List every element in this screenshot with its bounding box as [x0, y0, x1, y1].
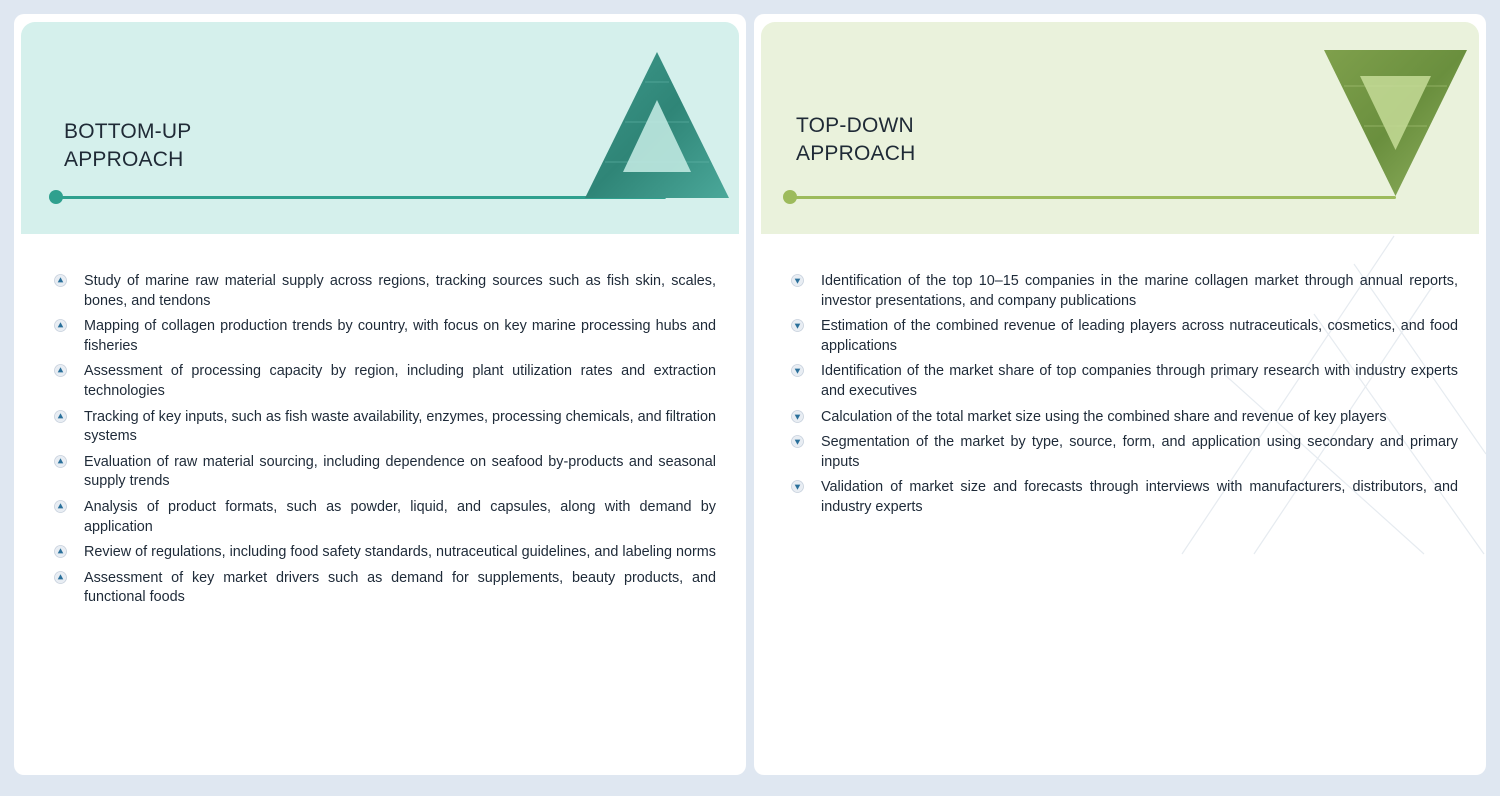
down-arrow-bullet-icon	[791, 319, 804, 332]
downward-triangle-icon	[1324, 50, 1467, 196]
top-down-panel	[754, 14, 1486, 775]
list-item: Assessment of key market drivers such as demand for supplements, beauty products, and functional foods	[54, 569, 716, 608]
list-item: Validation of market size and forecasts through interviews with manufacturers, distributors, and industry experts	[791, 478, 1458, 517]
up-arrow-bullet-icon	[54, 274, 67, 287]
upward-triangle-icon	[585, 52, 729, 200]
list-item: Analysis of product formats, such as powder, liquid, and capsules, along with demand by application	[54, 498, 716, 537]
down-arrow-bullet-icon	[791, 435, 804, 448]
list-item: Identification of the top 10–15 companies in the marine collagen market through annual reports, investor presentations, and company publications	[791, 272, 1458, 311]
up-arrow-bullet-icon	[54, 319, 67, 332]
up-arrow-bullet-icon	[54, 571, 67, 584]
down-arrow-bullet-icon	[791, 364, 804, 377]
bottom-up-title: BOTTOM-UP APPROACH	[64, 120, 192, 171]
up-arrow-bullet-icon	[54, 410, 67, 423]
list-item: Review of regulations, including food safety standards, nutraceutical guidelines, and labeling norms	[54, 543, 716, 563]
list-item: Identification of the market share of top companies through primary research with industry experts and executives	[791, 362, 1458, 401]
list-item: Evaluation of raw material sourcing, including dependence on seafood by-products and seasonal supply trends	[54, 453, 716, 492]
down-arrow-bullet-icon	[791, 274, 804, 287]
top-down-header	[761, 22, 1479, 234]
top-down-list	[791, 272, 1458, 524]
bottom-up-header	[21, 22, 739, 234]
list-item: Study of marine raw material supply across regions, tracking sources such as fish skin, scales, bones, and tendons	[54, 272, 716, 311]
down-arrow-bullet-icon	[791, 410, 804, 423]
top-down-title: TOP-DOWN APPROACH	[796, 114, 916, 165]
bottom-up-panel	[14, 14, 746, 775]
list-item: Segmentation of the market by type, source, form, and application using secondary and primary inputs	[791, 433, 1458, 472]
bottom-up-list	[54, 272, 716, 614]
up-arrow-bullet-icon	[54, 455, 67, 468]
timeline-rule	[793, 196, 1396, 199]
list-item: Tracking of key inputs, such as fish waste availability, enzymes, processing chemicals, and filtration systems	[54, 408, 716, 447]
list-item: Assessment of processing capacity by region, including plant utilization rates and extraction technologies	[54, 362, 716, 401]
list-item: Estimation of the combined revenue of leading players across nutraceuticals, cosmetics, and food applications	[791, 317, 1458, 356]
list-item: Calculation of the total market size using the combined share and revenue of key players	[791, 408, 1458, 428]
up-arrow-bullet-icon	[54, 364, 67, 377]
up-arrow-bullet-icon	[54, 545, 67, 558]
up-arrow-bullet-icon	[54, 500, 67, 513]
down-arrow-bullet-icon	[791, 480, 804, 493]
list-item: Mapping of collagen production trends by country, with focus on key marine processing hubs and fisheries	[54, 317, 716, 356]
timeline-rule	[59, 196, 666, 199]
